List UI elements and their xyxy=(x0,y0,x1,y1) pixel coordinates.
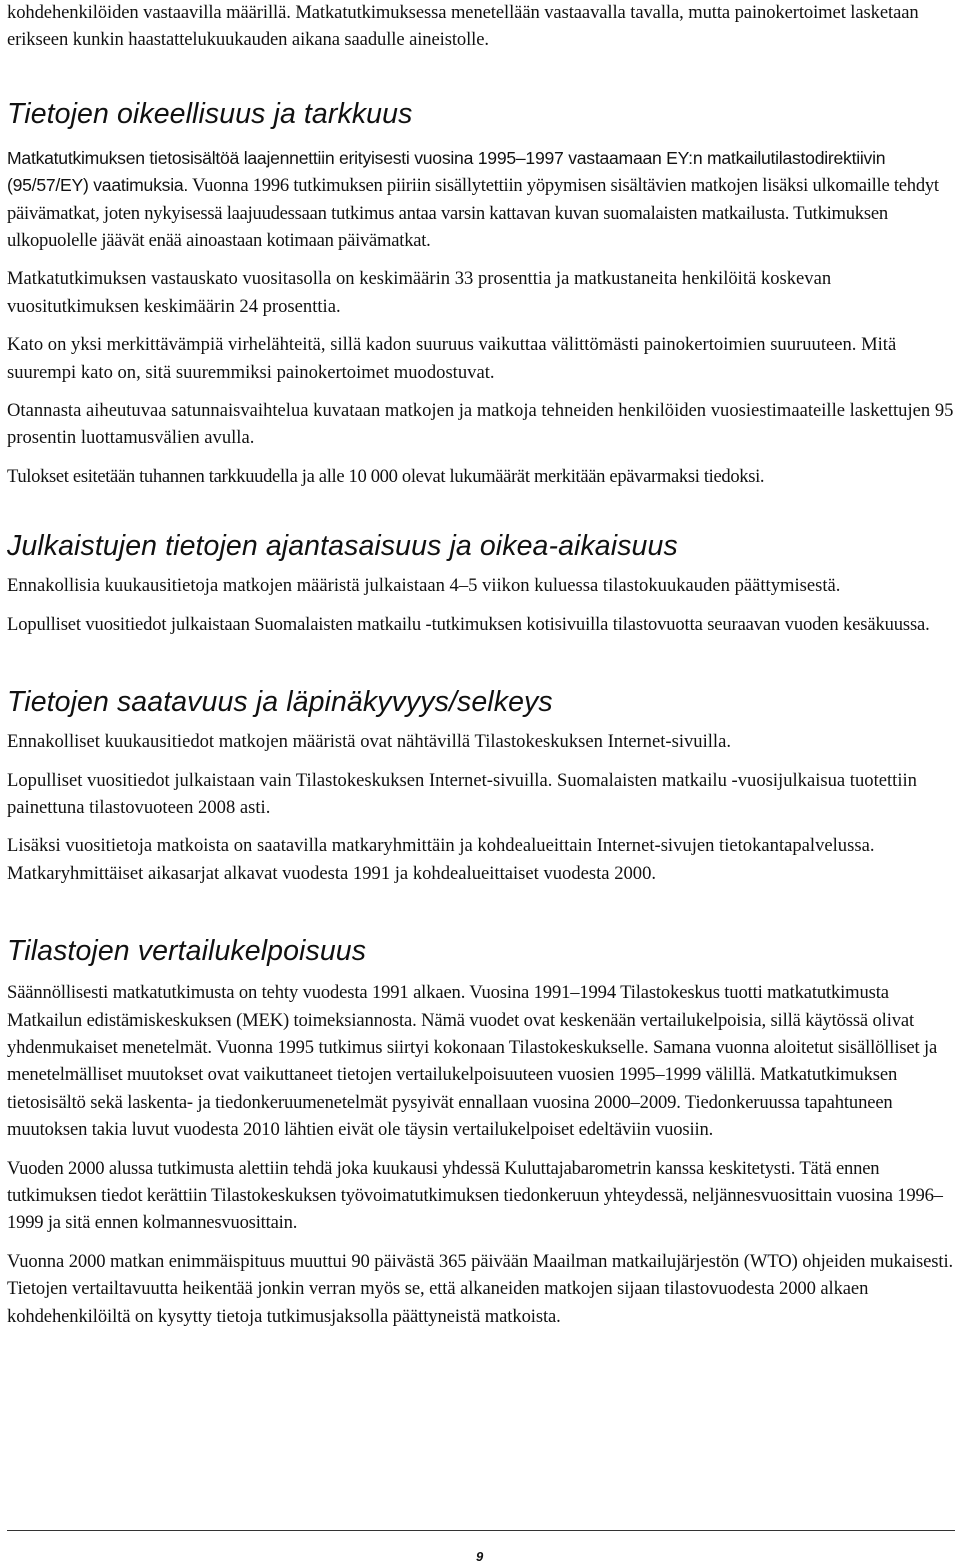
availability-paragraph-3: Lisäksi vuositietoja matkoista on saatavilla matkaryhmittäin ja kohdealueittain Internet-sivujen tietokantapalvelussa. Matkaryhmittäiset aikasarjat alkavat vuodesta 1991 ja kohdealueittaiset vuodesta 2000. xyxy=(7,835,875,884)
accuracy-paragraph-1-lead: Matkatutkimuksen tietosisältöä laajennettiin erityisesti vuosina 1995–1997 vastaamaan EY:n matkailutilastodirektiivin (95/57/EY) vaatimuksia. xyxy=(7,147,886,196)
comparability-paragraph-3: Vuonna 2000 matkan enimmäispituus muuttui 90 päivästä 365 päivään Maailman matkailujärjestön (WTO) ohjeiden mukaisesti. Tietojen vertailtavuutta heikentää jonkin verran myös se, että alkaneiden matkojen sijaan tilastovuodesta 2000 alkaen kohdehenkilöiltä on kysytty tietoja tutkimusjaksolla päättyneistä matkoista. xyxy=(7,1250,954,1327)
accuracy-paragraph-1-body: Vuonna 1996 tutkimuksen piiriin sisällytettiin yöpymisen sisältävien matkojen lisäksi ulkomaille tehdyt päivämatkat, joten nykyisessä laajuudessaan tutkimus antaa varsin kattavan kuvan suomalaisten matkailusta. Tutkimuksen ulkopuolelle jäävät enää ainoastaan kotimaan päivämatkat. xyxy=(7,175,939,252)
accuracy-paragraph-4: Otannasta aiheutuvaa satunnaisvaihtelua kuvataan matkojen ja matkoja tehneiden henkilöiden vuosiestimaateille laskettujen 95 prosentin luottamusvälien avulla. xyxy=(7,400,954,449)
page-content xyxy=(7,0,955,1330)
section-heading-timeliness: Julkaistujen tietojen ajantasaisuus ja oikea-aikaisuus xyxy=(7,530,678,563)
availability-paragraph-2: Lopulliset vuositiedot julkaistaan vain Tilastokeskuksen Internet-sivuilla. Suomalaisten matkailu -vuosijulkaisua tuotettiin painettuna tilastovuoteen 2008 asti. xyxy=(7,769,917,818)
timeliness-paragraph-1: Ennakollisia kuukausitietoja matkojen määristä julkaistaan 4–5 viikon kuluessa tilastokuukauden päättymisestä. xyxy=(7,575,841,597)
accuracy-paragraph-2: Matkatutkimuksen vastauskato vuositasolla on keskimäärin 33 prosenttia ja matkustaneita henkilöitä koskevan vuositutkimuksen keskimäärin 24 prosenttia. xyxy=(7,268,832,317)
footer-divider xyxy=(7,1530,955,1531)
section-heading-availability: Tietojen saatavuus ja läpinäkyvyys/selkeys xyxy=(7,686,553,719)
accuracy-paragraph-3: Kato on yksi merkittävämpiä virhelähteitä, sillä kadon suuruus vaikuttaa välittömästi painokertoimien suuruuteen. Mitä suurempi kato on, sitä suuremmiksi painokertoimet muodostuvat. xyxy=(7,334,897,383)
timeliness-paragraph-2: Lopulliset vuositiedot julkaistaan Suomalaisten matkailu -tutkimuksen kotisivuilla tilastovuotta seuraavan vuoden kesäkuussa. xyxy=(7,613,930,635)
comparability-paragraph-2: Vuoden 2000 alussa tutkimusta alettiin tehdä joka kuukausi yhdessä Kuluttajabarometrin kanssa keskitetysti. Tätä ennen tutkimuksen tiedot kerättiin Tilastokeskuksen työvoimatutkimuksen tiedonkeruun yhteydessä, neljännesvuosittain vuosina 1996–1999 ja sitä ennen kolmannesvuosittain. xyxy=(7,1157,943,1234)
section-heading-comparability: Tilastojen vertailukelpoisuus xyxy=(7,935,367,968)
accuracy-paragraph-5: Tulokset esitetään tuhannen tarkkuudella ja alle 10 000 olevat lukumäärät merkitään epävarmaksi tiedoksi. xyxy=(7,465,765,487)
comparability-paragraph-1: Säännöllisesti matkatutkimusta on tehty vuodesta 1991 alkaen. Vuosina 1991–1994 Tilastokeskus tuotti matkatutkimusta Matkailun edistämiskeskuksen (MEK) toimeksiannosta. Nämä vuodet ovat keskenään vertailukelpoisia, sillä käytössä olivat yhdenmukaiset menetelmät. Vuonna 1995 tutkimus siirtyi kokonaan Tilastokeskukselle. Samana vuonna aloitetut sisällölliset ja menetelmälliset muutokset ovat vaikuttaneet tietojen vertailukelpoisuuteen vuosien 1995–1999 välillä. Matkatutkimuksen tietosisältö sekä laskenta- ja tiedonkeruumenetelmät pysyivät ennallaan vuosina 2000–2009. Tiedonkeruussa tapahtuneen muutoksen takia luvut vuodesta 2010 lähtien eivät ole täysin vertailukelpoiset edeltäviin vuosiin. xyxy=(7,982,938,1141)
section-heading-accuracy: Tietojen oikeellisuus ja tarkkuus xyxy=(7,97,413,130)
availability-paragraph-1: Ennakolliset kuukausitiedot matkojen määristä ovat nähtävillä Tilastokeskuksen Internet-sivuilla. xyxy=(7,731,731,753)
accuracy-paragraph-1 xyxy=(7,145,955,255)
intro-paragraph: kohdehenkilöiden vastaavilla määrillä. Matkatutkimuksessa menetellään vastaavalla tavalla, mutta painokertoimet lasketaan erikseen kunkin haastattelukuukauden aikana saadulle aineistolle. xyxy=(7,2,919,51)
page-number: 9 xyxy=(476,1549,484,1564)
